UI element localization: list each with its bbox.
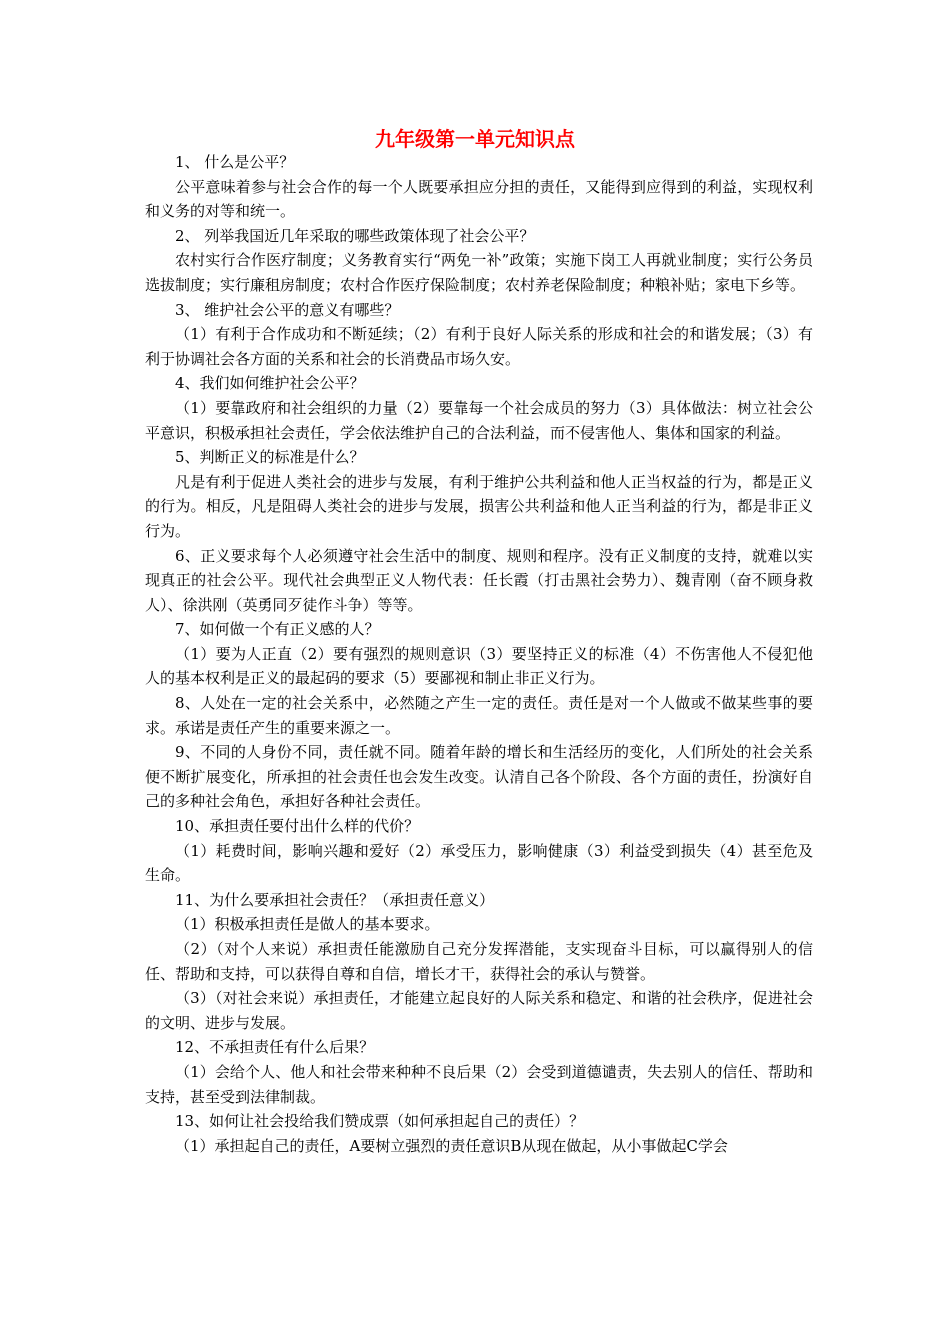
paragraph: （1）积极承担责任是做人的基本要求。	[175, 915, 440, 934]
paragraph: （3）（对社会来说）承担责任，才能建立起良好的人际关系和稳定、和谐的社会秩序，促进社会的文明、进步与发展。	[145, 989, 813, 1032]
paragraph: 8、人处在一定的社会关系中，必然随之产生一定的责任。责任是对一个人做或不做某些事的要求。承诺是责任产生的重要来源之一。	[145, 694, 813, 737]
paragraph: （1）耗费时间，影响兴趣和爱好（2）承受压力，影响健康（3）利益受到损失（4）甚至危及生命。	[145, 841, 813, 885]
paragraph: 9、不同的人身份不同，责任就不同。随着年龄的增长和生活经历的变化，人们所处的社会关系便不断扩展变化，所承担的社会责任也会发生改变。认清自己各个阶段、各个方面的责任，扮演好自己的多种社会角色，承担好各种社会责任。	[145, 743, 813, 811]
paragraph: （1）要靠政府和社会组织的力量（2）要靠每一个社会成员的努力（3）具体做法：树立社会公平意识，积极承担社会责任，学会依法维护自己的合法利益，而不侵害他人、集体和国家的利益。	[145, 398, 813, 442]
paragraph: 凡是有利于促进人类社会的进步与发展，有利于维护公共利益和他人正当权益的行为，都是正义的行为。相反，凡是阻碍人类社会的进步与发展，损害公共利益和他人正当利益的行为，都是非正义行为。	[145, 472, 813, 540]
paragraph: 5、判断正义的标准是什么？	[175, 448, 365, 467]
paragraph: 6、正义要求每个人必须遵守社会生活中的制度、规则和程序。没有正义制度的支持，就难以实现真正的社会公平。现代社会典型正义人物代表：任长霞（打击黑社会势力）、魏青刚（奋不顾身救人）、徐洪刚（英勇同歹徒作斗争）等等。	[145, 546, 813, 614]
paragraph: 2、 列举我国近几年采取的哪些政策体现了社会公平？	[175, 226, 535, 245]
paragraph: 7、如何做一个有正义感的人？	[175, 620, 380, 639]
paragraph: 农村实行合作医疗制度；义务教育实行“两免一补”政策；实施下岗工人再就业制度；实行公务员选拔制度；实行廉租房制度；农村合作医疗保险制度；农村养老保险制度；种粮补贴；家电下乡等。	[145, 251, 813, 294]
paragraph: 公平意味着参与社会合作的每一个人既要承担应分担的责任，又能得到应得到的利益，实现权利和义务的对等和统一。	[145, 177, 813, 221]
paragraph: 3、 维护社会公平的意义有哪些？	[175, 300, 400, 319]
paragraph: （1）承担起自己的责任，A要树立强烈的责任意识B从现在做起，从小事做起C学会	[175, 1136, 728, 1155]
paragraph: 10、承担责任要付出什么样的代价？	[175, 817, 420, 836]
paragraph: 4、我们如何维护社会公平？	[175, 374, 365, 393]
paragraph: 1、 什么是公平？	[175, 153, 295, 171]
document-body	[145, 150, 813, 1158]
paragraph: （2）（对个人来说）承担责任能激励自己充分发挥潜能，支实现奋斗目标，可以赢得别人的信任、帮助和支持，可以获得自尊和自信，增长才干，获得社会的承认与赞誉。	[145, 940, 813, 983]
paragraph: 12、不承担责任有什么后果？	[175, 1038, 375, 1057]
paragraph: 13、如何让社会投给我们赞成票（如何承担起自己的责任）？	[175, 1112, 585, 1131]
paragraph: （1）要为人正直（2）要有强烈的规则意识（3）要坚持正义的标准（4）不伤害他人不侵犯他人的基本权利是正义的最起码的要求（5）要鄙视和制止非正义行为。	[145, 644, 813, 688]
paragraph: 11、为什么要承担社会责任？（承担责任意义）	[175, 890, 495, 909]
paragraph: （1）会给个人、他人和社会带来种种不良后果（2）会受到道德谴责，失去别人的信任、帮助和支持，甚至受到法律制裁。	[145, 1062, 813, 1106]
document-title: 九年级第一单元知识点	[375, 127, 575, 151]
paragraph: （1）有利于合作成功和不断延续；（2）有利于良好人际关系的形成和社会的和谐发展；（3）有利于协调社会各方面的关系和社会的长消费品市场久安。	[145, 325, 813, 368]
